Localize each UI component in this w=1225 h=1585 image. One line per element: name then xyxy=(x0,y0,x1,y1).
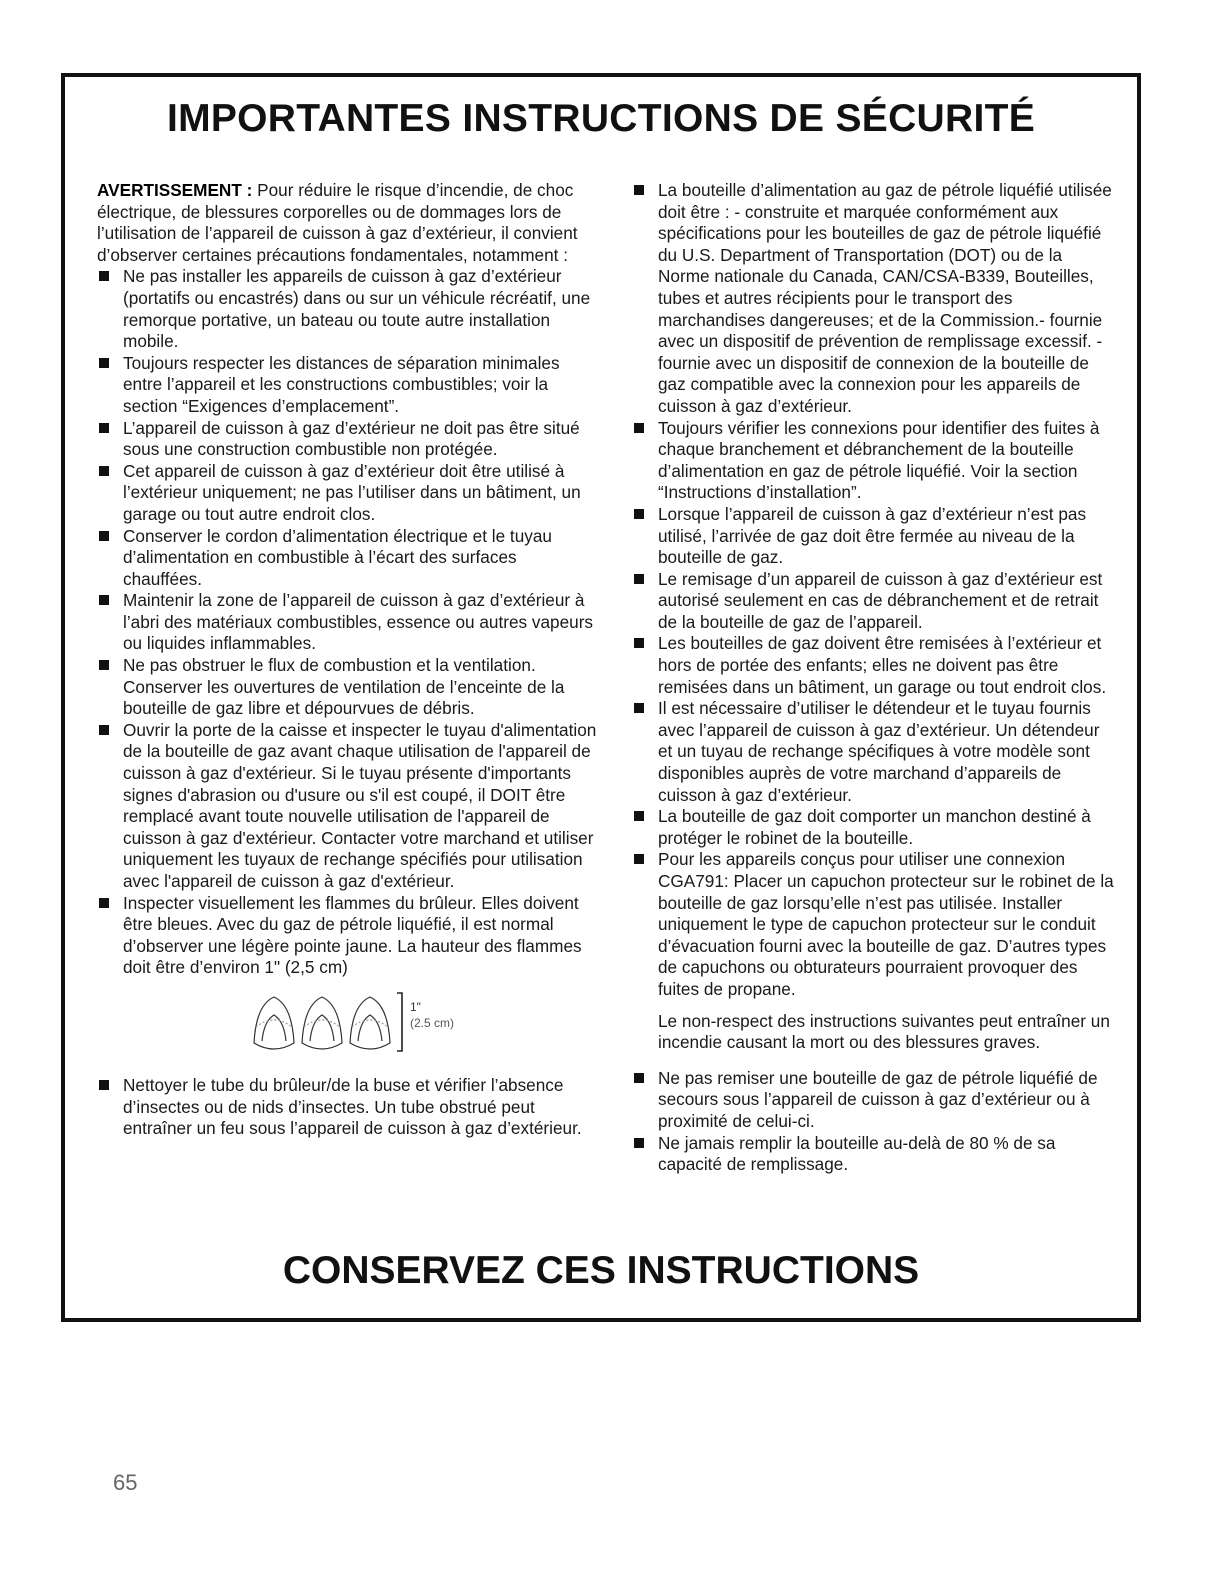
list-item: Toujours vérifier les connexions pour identifier des fuites à chaque branchement et débranchement de la bouteille d’alimentation en gaz de pétrole liquéfié. Voir la section “Instructions d’installation”. xyxy=(632,418,1117,504)
list-item: Cet appareil de cuisson à gaz d’extérieur doit être utilisé à l’extérieur uniquement; ne pas l’utiliser dans un bâtiment, un garage ou tout autre endroit clos. xyxy=(97,461,597,526)
list-item: Ne pas obstruer le flux de combustion et la ventilation. Conserver les ouvertures de ventilation de l’enceinte de la bouteille de gaz libre et dépourvues de débris. xyxy=(97,655,597,720)
left-bullet-list xyxy=(97,266,597,979)
flame-icon xyxy=(350,997,390,1049)
list-item: Maintenir la zone de l’appareil de cuisson à gaz d’extérieur à l’abri des matériaux combustibles, essence ou autres vapeurs ou liquides inflammables. xyxy=(97,590,597,655)
warning-label: AVERTISSEMENT : xyxy=(97,180,253,200)
flame-icon xyxy=(254,997,294,1049)
flame-icon xyxy=(302,997,342,1049)
list-item: Inspecter visuellement les flammes du brûleur. Elles doivent être bleues. Avec du gaz de pétrole liquéfié, il est normal d’observer une légère pointe jaune. La hauteur des flammes doit être d’environ 1" (2,5 cm) xyxy=(97,893,597,979)
save-instructions-title: CONSERVEZ CES INSTRUCTIONS xyxy=(282,1249,920,1292)
list-item: La bouteille d’alimentation au gaz de pétrole liquéfié utilisée doit être : - construite et marquée conformément aux spécifications pour les bouteilles de gaz de pétrole liquéfié du U.S. Department of Transportation (DOT) ou de la Norme nationale du Canada, CAN/CSA-B339, Bouteilles, tubes et autres récipients pour le transport des marchandises dangereuses; et de la Commission.- fournie avec un dispositif de prévention de remplissage excessif. - fournie avec un dispositif de connexion de la bouteille de gaz compatible avec la connexion pour les appareils de cuisson à gaz d’extérieur. xyxy=(632,180,1117,418)
flame-height-inch-label: 1" xyxy=(410,999,421,1014)
list-item: Pour les appareils conçus pour utiliser une connexion CGA791: Placer un capuchon protecteur sur le robinet de la bouteille de gaz lorsqu’elle n’est pas utilisée. Installer uniquement le type de capuchon protecteur sur le conduit d’évacuation fourni avec la bouteille de gaz. D’autres types de capuchons ou obturateurs pourraient provoquer des fuites de propane. xyxy=(632,849,1117,1000)
page-number: 65 xyxy=(113,1470,138,1495)
list-item: Ne pas installer les appareils de cuisson à gaz d’extérieur (portatifs ou encastrés) dans ou sur un véhicule récréatif, une remorque portative, un bateau ou toute autre installation mobile. xyxy=(97,266,597,352)
right-bullet-list xyxy=(632,180,1117,1001)
warning-note: Le non-respect des instructions suivantes peut entraîner un incendie causant la mort ou des blessures graves. xyxy=(658,1010,1110,1053)
page-title: IMPORTANTES INSTRUCTIONS DE SÉCURITÉ xyxy=(166,97,1036,140)
list-item: Les bouteilles de gaz doivent être remisées à l’extérieur et hors de portée des enfants; elles ne doivent pas être remisées dans un bâtiment, un garage ou tout endroit clos. xyxy=(632,633,1117,698)
list-item: Toujours respecter les distances de séparation minimales entre l’appareil et les constructions combustibles; voir la section “Exigences d’emplacement”. xyxy=(97,353,597,418)
safety-instructions-box xyxy=(61,73,1141,1322)
right-bullet-list-after-note xyxy=(632,1068,1117,1176)
left-bullet-list-after-figure xyxy=(97,1075,597,1140)
list-item: Ouvrir la porte de la caisse et inspecter le tuyau d'alimentation de la bouteille de gaz avant chaque utilisation de l'appareil de cuisson à gaz d'extérieur. Si le tuyau présente d'importants signes d'abrasion ou d'usure ou s'il est coupé, il DOIT être remplacé avant toute nouvelle utilisation de l'appareil de cuisson à gaz d'extérieur. Contacter votre marchand et utiliser uniquement les tuyaux de rechange spécifiés pour utilisation avec l'appareil de cuisson à gaz d'extérieur. xyxy=(97,720,597,893)
list-item: Lorsque l’appareil de cuisson à gaz d’extérieur n’est pas utilisé, l’arrivée de gaz doit être fermée au niveau de la bouteille de gaz. xyxy=(632,504,1117,569)
list-item: La bouteille de gaz doit comporter un manchon destiné à protéger le robinet de la bouteille. xyxy=(632,806,1117,849)
right-column xyxy=(632,180,1117,1176)
list-item: Conserver le cordon d’alimentation électrique et le tuyau d’alimentation en combustible à l’écart des surfaces chauffées. xyxy=(97,526,597,591)
list-item: Le remisage d’un appareil de cuisson à gaz d’extérieur est autorisé seulement en cas de débranchement et de retrait de la bouteille de gaz de l’appareil. xyxy=(632,569,1117,634)
flame-height-figure xyxy=(97,991,597,1065)
list-item: Nettoyer le tube du brûleur/de la buse et vérifier l’absence d’insectes ou de nids d’insectes. Un tube obstrué peut entraîner un feu sous l’appareil de cuisson à gaz d’extérieur. xyxy=(97,1075,597,1140)
list-item: L’appareil de cuisson à gaz d’extérieur ne doit pas être situé sous une construction combustible non protégée. xyxy=(97,418,597,461)
burner-flames-illustration xyxy=(250,991,490,1065)
left-column xyxy=(97,180,597,1140)
list-item: Il est nécessaire d’utiliser le détendeur et le tuyau fournis avec l’appareil de cuisson à gaz d’extérieur. Un détendeur et un tuyau de rechange spécifiques à votre modèle sont disponibles auprès de votre marchand d’appareils de cuisson à gaz d’extérieur. xyxy=(632,698,1117,806)
list-item: Ne jamais remplir la bouteille au-delà de 80 % de sa capacité de remplissage. xyxy=(632,1133,1117,1176)
flame-height-cm-label: (2.5 cm) xyxy=(410,1015,455,1030)
list-item: Ne pas remiser une bouteille de gaz de pétrole liquéfié de secours sous l’appareil de cuisson à gaz d’extérieur ou à proximité de celui-ci. xyxy=(632,1068,1117,1133)
warning-text: Pour réduire le risque d’incendie, de choc électrique, de blessures corporelles ou de dommages lors de l’utilisation de l’appareil de cuisson à gaz d’extérieur, il convient d’observer certaines précautions fondamentales, notamment : xyxy=(97,180,578,265)
warning-paragraph xyxy=(97,180,597,266)
